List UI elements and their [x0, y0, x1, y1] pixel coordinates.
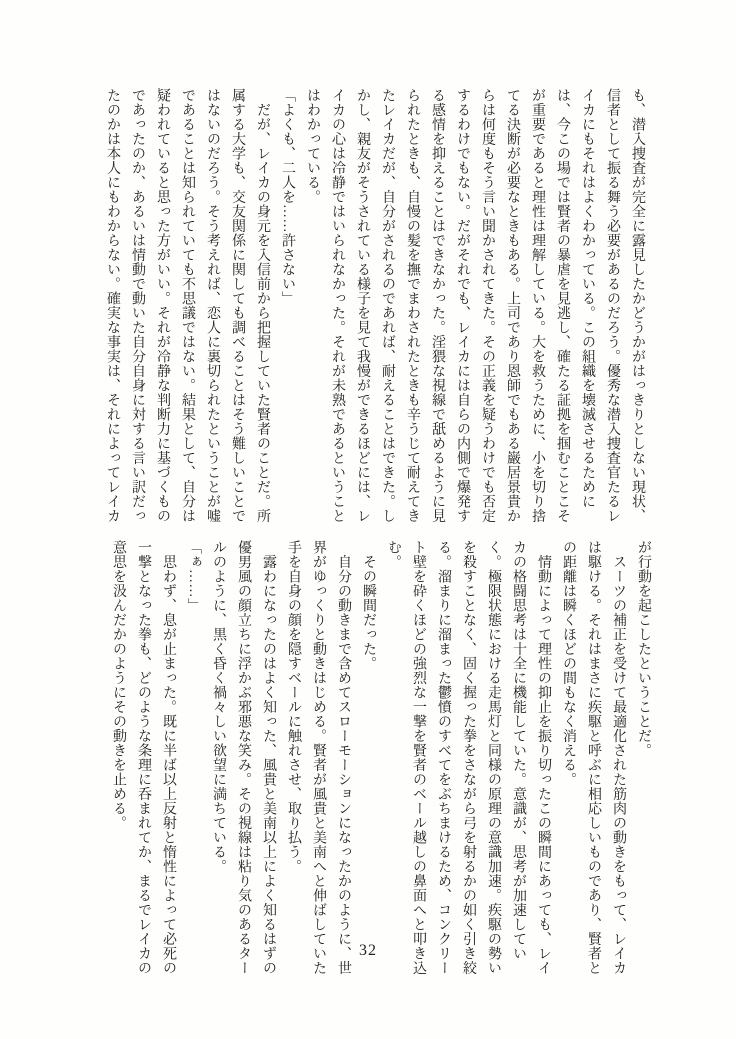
text-line: たのかは本人にもわからない。確実な事実は、それによってレイカ: [105, 88, 120, 523]
text-line: が重要であると理性は理解している。大を救うために、小を切り捨: [530, 88, 545, 523]
text-block-top: [98, 88, 650, 525]
text-line: を殺すことなく、固く握った拳をさながら弓を射るかの如く引き絞: [461, 540, 476, 975]
text-line: 自分の動きまで含めてスローモーションになったかのように、世: [336, 540, 351, 975]
page-number: 32: [359, 942, 377, 959]
text-line: も、潜入捜査が完全に露見したかどうかがはっきりとしない現状、: [630, 88, 645, 523]
text-line: イカにもそれはよくわかっている。この組織を壊滅させるために: [580, 88, 595, 509]
text-line: であったのか、あるいは情動で動いた自分自身に対する言い訳だっ: [130, 88, 145, 523]
text-line: その瞬間だった。: [361, 540, 376, 671]
text-line: ト壁を砕くほどの強烈な一撃を賢者のベール越しの鼻面へと叩き込: [411, 540, 426, 975]
text-line: だが、レイカの身元を入信前から把握していた賢者のことだ。所: [255, 88, 270, 523]
text-line: はわかっている。: [305, 88, 320, 204]
text-line: が行動を起こしたということだ。: [636, 540, 651, 758]
text-line: る。溜まりに溜まった鬱憤のすべてをぶちまけるため、コンクリー: [436, 540, 451, 975]
text-line: く。極限状態における走馬灯と同様の原理の意識加速。疾駆の勢い: [486, 540, 501, 975]
text-line: イカの心は冷静ではいられなかった。それが未熟であるということ: [330, 88, 345, 523]
text-line: 思わず、息が止まった。既に半ば以上反射と惰性によって必死の: [161, 540, 176, 975]
text-line: る感情を抑えることはできなかった。淫猥な視線で舐めるように見: [430, 88, 445, 523]
text-line: であることは知られていても不思議ではない。結果として、自分は: [180, 88, 195, 523]
text-line: はないのだろう。そう考えれば、恋人に裏切られたということが嘘: [205, 88, 220, 523]
text-line: 信者として振る舞う必要があるのだろう。優秀な潜入捜査官たるレ: [605, 88, 620, 523]
text-line: 属する大学も、交友関係に関しても調べることはそう難しいことで: [230, 88, 245, 523]
text-line: 「ぁ……」: [186, 540, 201, 613]
text-line: 優男風の顔立ちに浮かぶ邪悪な笑み。その視線は粘り気のあるター: [236, 540, 251, 975]
text-line: 界がゆっくりと動きはじめる。賢者が風貴と美南へと伸ばしていた: [311, 540, 326, 975]
text-line: 疑われていると思った方がいい。それが冷静な判断力に基づくもの: [155, 88, 170, 523]
text-line: 露わになったのはよく知った、風貴と美南以上によく知るはずの: [261, 540, 276, 975]
text-line: するわけでもない。だがそれでも、レイカには自らの内側で爆発す: [455, 88, 470, 523]
text-line: は、今この場では賢者の暴虐を見逃し、確たる証拠を掴むことこそ: [555, 88, 570, 523]
text-line: 「よくも、二人を……許さない」: [280, 88, 295, 306]
text-line: らは何度もそう言い聞かされてきた。その正義を疑うわけでも否定: [480, 88, 495, 523]
text-line: 一撃となった拳も、どのような条理に呑まれてか、まるでレイカの: [136, 540, 151, 975]
text-line: 意思を汲んだかのようにその動きを止める。: [111, 540, 126, 830]
text-line: 手を自身の顔を隠すベールに触れさせ、取り払う。: [286, 540, 301, 874]
text-line: カの格闘思考は十全に機能していた。意識が、思考が加速してい: [511, 540, 526, 961]
text-line: られたときも、自慢の髪を撫でまわされたときも辛うじて耐えてき: [405, 88, 420, 523]
text-block-bottom: [98, 540, 656, 975]
text-line: スーツの補正を受けて最適化された筋肉の動きをもって、レイカ: [611, 540, 626, 975]
text-line: は駆ける。それはまさに疾駆と呼ぶに相応しいものであり、賢者と: [586, 540, 601, 975]
text-line: ルのように、黒く昏く禍々しい欲望に満ちている。: [211, 540, 226, 874]
text-line: てる決断が必要なときもある。上司であり恩師でもある巌居景貴か: [505, 88, 520, 523]
text-line: たレイカだが、自分がされるのであれば、耐えることはできた。し: [380, 88, 395, 523]
text-line: 情動によって理性の抑止を振り切ったこの瞬間にあっても、レイ: [536, 540, 551, 975]
text-line: む。: [386, 540, 401, 569]
text-line: かし、親友がそうされている様子を見て我慢ができるほどには、レ: [355, 88, 370, 523]
text-line: の距離は瞬くほどの間もなく消える。: [561, 540, 576, 787]
